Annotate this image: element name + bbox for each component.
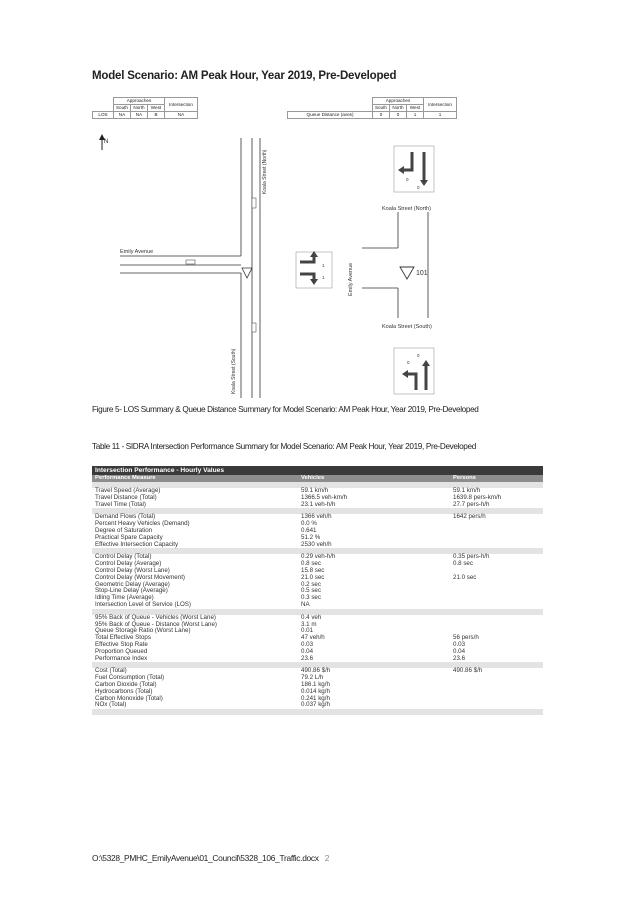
performance-table (92, 466, 543, 715)
vehicles-cell: 23.1 veh-h/h (301, 500, 336, 508)
measure-cell: Total Effective Stops (95, 634, 151, 642)
vehicles-cell: 79.2 L/h (301, 674, 324, 682)
queue-row-label: Queue Distance (aves) (288, 112, 373, 119)
los-col-south: South (114, 105, 131, 112)
table-row (92, 542, 543, 549)
lane-box-south (394, 348, 434, 394)
vehicles-cell: 1366 veh/h (301, 513, 332, 521)
street-label-north: Koala Street (North) (262, 149, 268, 194)
los-col-north: North (131, 105, 148, 112)
right-street-label-west: Emily Avenue (348, 262, 354, 296)
vehicles-cell: 0.641 (301, 526, 317, 534)
measure-cell: Practical Spare Capacity (95, 533, 163, 541)
vehicles-cell: 59.1 km/h (301, 487, 329, 494)
vehicles-cell: 0.2 sec (301, 580, 321, 588)
vehicles-cell: 0.0 % (301, 520, 317, 528)
measure-cell: Control Delay (Worst Movement) (95, 573, 185, 581)
measure-cell: Cost (Total) (95, 667, 127, 675)
lane-box-west (296, 251, 332, 288)
table-row (92, 521, 543, 528)
measure-cell: 95% Back of Queue - Distance (Worst Lane) (95, 620, 217, 628)
give-way-sign-right-icon (400, 267, 414, 279)
table-row (92, 649, 543, 656)
persons-cell: 0.03 (453, 640, 466, 648)
measure-cell: Effective Stop Rate (95, 640, 148, 648)
los-summary-table (92, 97, 198, 119)
footer-page-number: 2 (324, 853, 330, 863)
table-row (92, 642, 543, 649)
table-row (92, 656, 543, 663)
vehicles-cell: 0.5 sec (301, 587, 321, 595)
lane-count-north-a: 0 (406, 177, 409, 182)
document-footer (92, 853, 329, 863)
performance-footer-band (92, 709, 543, 715)
table-caption: Table 11 - SIDRA Intersection Performance Summary for Model Scenario: AM Peak Hour, Year 2019, Pre-Developed (92, 442, 476, 451)
performance-header: Intersection Performance - Hourly Values (92, 466, 543, 475)
table-row (92, 702, 543, 709)
table-row (92, 502, 543, 509)
street-label-west: Emily Avenue (120, 249, 154, 255)
measure-cell: Demand Flows (Total) (95, 513, 156, 521)
los-value-intersection: NA (165, 112, 198, 119)
measure-cell: Control Delay (Worst Lane) (95, 566, 170, 574)
los-value-north: NA (131, 112, 148, 119)
queue-approaches-header: Approaches (373, 98, 424, 105)
queue-col-north: North (390, 105, 407, 112)
los-approaches-header: Approaches (114, 98, 165, 105)
measure-cell: Control Delay (Total) (95, 553, 152, 561)
figure-caption: Figure 5- LOS Summary & Queue Distance Summary for Model Scenario: AM Peak Hour, Year 2019, Pre-Developed (92, 405, 479, 414)
measure-cell: Performance Index (95, 654, 148, 662)
stop-marker-west (186, 260, 195, 264)
queue-value-intersection: 1 (424, 112, 457, 119)
measure-cell: Fuel Consumption (Total) (95, 674, 165, 682)
vehicles-cell: 0.29 veh-h/h (301, 553, 336, 561)
los-intersection-header: Intersection (165, 98, 198, 112)
queue-col-west: West (407, 105, 424, 112)
persons-cell: 59.1 km/h (453, 487, 481, 494)
measure-cell: Carbon Monoxide (Total) (95, 694, 163, 702)
right-street-label-south: Koala Street (South) (382, 324, 432, 330)
vehicles-cell: 23.6 (301, 654, 314, 662)
queue-value-south: 0 (373, 112, 390, 119)
vehicles-cell: 0.014 kg/h (301, 687, 330, 695)
persons-cell: 1639.8 pers-km/h (453, 493, 502, 501)
measure-cell: Proportion Queued (95, 647, 148, 655)
col-measure-header: Performance Measure (95, 475, 156, 481)
measure-cell: Intersection Level of Service (LOS) (95, 600, 191, 608)
measure-cell: Carbon Dioxide (Total) (95, 680, 157, 688)
node-id-label: 101 (416, 270, 428, 277)
lane-count-north-b: 0 (417, 185, 420, 190)
vehicles-cell: 47 veh/h (301, 634, 325, 642)
performance-body (92, 482, 543, 709)
persons-cell: 490.86 $/h (453, 667, 483, 675)
vehicles-cell: 0.4 veh (301, 613, 322, 621)
north-label: N (104, 139, 109, 145)
vehicles-cell: 2530 veh/h (301, 540, 332, 548)
lane-count-west-a: 1 (322, 263, 325, 268)
footer-file-path: O:\5328_PMHC_EmilyAvenue\01_Council\5328_106_Traffic.docx (92, 853, 319, 863)
stop-marker-south (252, 323, 256, 332)
queue-intersection-header: Intersection (424, 98, 457, 112)
persons-cell: 23.6 (453, 654, 466, 662)
measure-cell: Geometric Delay (Average) (95, 580, 170, 588)
vehicles-cell: 0.01 (301, 627, 314, 635)
persons-cell: 0.04 (453, 647, 466, 655)
vehicles-cell: 3.1 m (301, 620, 317, 628)
vehicles-cell: 0.241 kg/h (301, 694, 330, 702)
queue-col-south: South (373, 105, 390, 112)
persons-cell: 27.7 pers-h/h (453, 500, 490, 508)
vehicles-cell: 186.1 kg/h (301, 680, 330, 688)
measure-cell: Degree of Saturation (95, 526, 153, 534)
vehicles-cell: 21.0 sec (301, 573, 325, 581)
queue-value-north: 0 (390, 112, 407, 119)
queue-value-west: 1 (407, 112, 424, 119)
vehicles-cell: 490.86 $/h (301, 667, 331, 675)
page-title: Model Scenario: AM Peak Hour, Year 2019, Pre-Developed (92, 70, 397, 82)
vehicles-cell: NA (301, 600, 310, 608)
vehicles-cell: 0.3 sec (301, 594, 321, 602)
road-layout-left (120, 138, 260, 398)
los-value-south: NA (114, 112, 131, 119)
lane-box-north (394, 146, 434, 192)
persons-cell: 1642 pers/h (453, 513, 486, 521)
table-row (92, 602, 543, 609)
queue-summary-table (287, 97, 457, 119)
measure-cell: Travel Distance (Total) (95, 493, 157, 501)
lane-count-west-b: 1 (322, 275, 325, 280)
vehicles-cell: 51.2 % (301, 533, 321, 541)
vehicles-cell: 0.037 kg/h (301, 701, 330, 709)
vehicles-cell: 0.8 sec (301, 560, 321, 568)
measure-cell: Percent Heavy Vehicles (Demand) (95, 520, 190, 528)
vehicles-cell: 15.8 sec (301, 566, 325, 574)
lane-count-south-a: 0 (417, 353, 420, 358)
give-way-sign-icon (242, 268, 252, 278)
measure-cell: Travel Speed (Average) (95, 487, 161, 494)
vehicles-cell: 0.04 (301, 647, 314, 655)
measure-cell: NOx (Total) (95, 701, 127, 709)
lane-count-south-b: 0 (407, 360, 410, 365)
intersection-diagram (90, 128, 450, 400)
col-persons-header: Persons (453, 475, 476, 481)
col-vehicles-header: Vehicles (301, 475, 325, 481)
persons-cell: 21.0 sec (453, 573, 477, 581)
persons-cell: 0.35 pers-h/h (453, 553, 490, 561)
persons-cell: 0.8 sec (453, 560, 473, 568)
vehicles-cell: 0.03 (301, 640, 314, 648)
stop-marker-north (252, 198, 256, 208)
right-street-label-north: Koala Street (North) (382, 206, 431, 212)
vehicles-cell: 1366.5 veh-km/h (301, 493, 348, 501)
measure-cell: Control Delay (Average) (95, 560, 162, 568)
measure-cell: Hydrocarbons (Total) (95, 687, 153, 695)
street-label-south: Koala Street (South) (231, 348, 237, 394)
measure-cell: Queue Storage Ratio (Worst Lane) (95, 627, 191, 635)
measure-cell: Stop-Line Delay (Average) (95, 587, 168, 595)
los-row-label: LOS (93, 112, 114, 119)
table-row (92, 635, 543, 642)
measure-cell: Idling Time (Average) (95, 594, 154, 602)
road-layout-right (362, 212, 428, 318)
measure-cell: Travel Time (Total) (95, 500, 146, 508)
measure-cell: Effective Intersection Capacity (95, 540, 179, 548)
los-value-west: B (148, 112, 165, 119)
los-col-west: West (148, 105, 165, 112)
performance-column-headers (92, 475, 543, 482)
measure-cell: 95% Back of Queue - Vehicles (Worst Lane) (95, 613, 216, 621)
persons-cell: 56 pers/h (453, 634, 479, 642)
